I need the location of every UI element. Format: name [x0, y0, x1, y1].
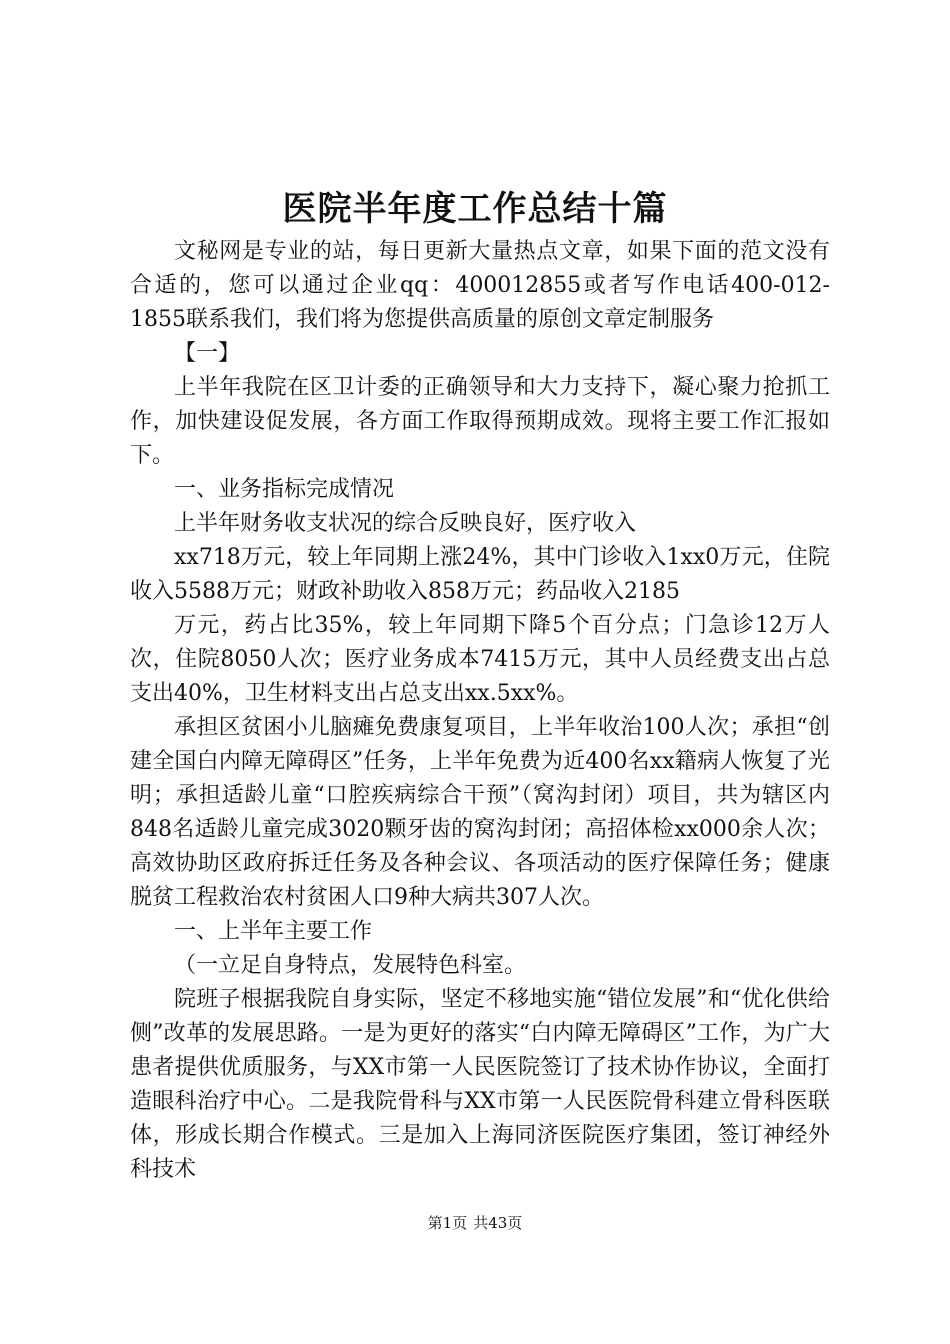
page-number: 第1页	[427, 1214, 468, 1232]
body-paragraph: 上半年我院在区卫计委的正确领导和大力支持下，凝心聚力抢抓工作，加快建设促发展，各方面工作取得预期成效。现将主要工作汇报如下。	[130, 375, 830, 468]
section-heading: 一、业务指标完成情况	[174, 477, 395, 502]
intro-paragraph: 文秘网是专业的站，每日更新大量热点文章，如果下面的范文没有合适的，您可以通过企业qq：400012855或者写作电话400-012-1855联系我们，我们将为您提供高质量的原创文章定制服务	[130, 239, 830, 332]
section-heading: 一、上半年主要工作	[174, 919, 373, 944]
document-title: 医院半年度工作总结十篇	[282, 189, 668, 229]
subsection-heading: （一立足自身特点，发展特色科室。	[174, 953, 527, 978]
page-total: 共43页	[473, 1214, 523, 1232]
body-paragraph: 院班子根据我院自身实际，坚定不移地实施“错位发展”和“优化供给侧”改革的发展思路。一是为更好的落实“白内障无障碍区”工作，为广大患者提供优质服务，与XX市第一人民医院签订了技术协作协议，全面打造眼科治疗中心。二是我院骨科与XX市第一人民医院骨科建立骨科医联体，形成长期合作模式。三是加入上海同济医院医疗集团，签订神经外科技术	[130, 987, 830, 1182]
page-footer	[0, 1212, 950, 1234]
body-paragraph: 万元，药占比35%，较上年同期下降5个百分点；门急诊12万人次，住院8050人次；医疗业务成本7415万元，其中人员经费支出占总支出40%，卫生材料支出占总支出xx.5xx%。	[130, 613, 830, 706]
body-paragraph: 上半年财务收支状况的综合反映良好，医疗收入	[174, 511, 637, 536]
section-marker: 【一】	[174, 341, 241, 366]
body-paragraph: xx718万元，较上年同期上涨24%，其中门诊收入1xx0万元，住院收入5588万元；财政补助收入858万元；药品收入2185	[130, 545, 830, 604]
body-paragraph: 承担区贫困小儿脑瘫免费康复项目，上半年收治100人次；承担“创建全国白内障无障碍区”任务，上半年免费为近400名xx籍病人恢复了光明；承担适龄儿童“口腔疾病综合干预”（窝沟封闭）项目，共为辖区内848名适龄儿童完成3020颗牙齿的窝沟封闭；高招体检xx000余人次；高效协助区政府拆迁任务及各种会议、各项活动的医疗保障任务；健康脱贫工程救治农村贫困人口9种大病共307人次。	[130, 715, 830, 910]
document-body	[130, 235, 830, 1187]
